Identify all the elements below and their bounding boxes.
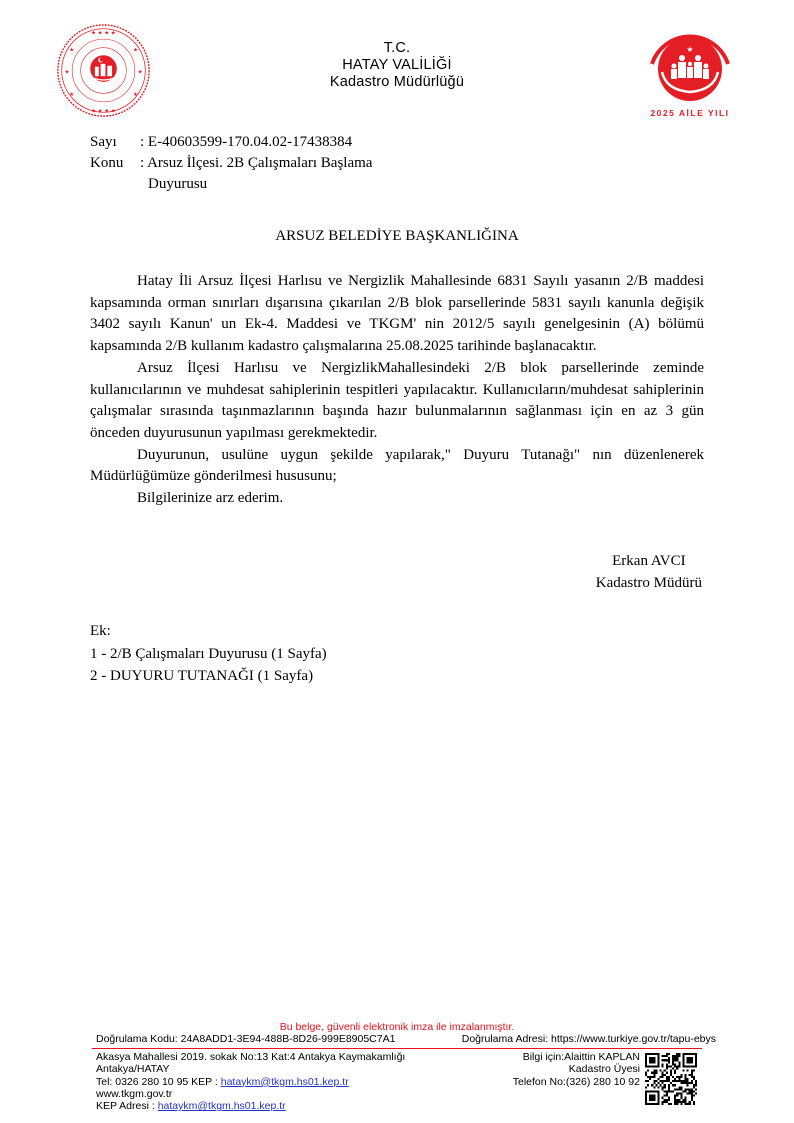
svg-text:★ ★ ★ ★: ★ ★ ★ ★ (91, 30, 116, 37)
svg-text:★ ★ ★ ★: ★ ★ ★ ★ (91, 108, 116, 115)
attachment-item: 2 - DUYURU TUTANAĞI (1 Sayfa) (90, 668, 314, 684)
attachments (90, 620, 327, 688)
sayi-label: Sayı (90, 134, 117, 150)
signature-block (596, 550, 702, 594)
body-paragraph: Arsuz İlçesi Harlısu ve NergizlikMahallesindeki 2/B blok parsellerinde zeminde kullanıcılarının ve muhdesat sahiplerinin tespitleri yapılacaktır. Kullanıcıların/muhdesat sahiplerinin çalışmalar sırasında taşınmazlarının başında hazır bulunmalarının sağlanması için en az 3 gün önceden duyurusunun yapılması gerekmektedir. (90, 359, 704, 441)
aile-yili-text: 2025 AİLE YILI (650, 108, 730, 118)
kep-address-label: KEP Adresi : (96, 1100, 158, 1113)
svg-text:★: ★ (132, 47, 139, 54)
address-line-1: Akasya Mahallesi 2019. sokak No:13 Kat:4 Antakya Kaymakamlığı (96, 1051, 406, 1063)
qr-code (645, 1053, 697, 1105)
address-line-2: Antakya/HATAY (96, 1063, 170, 1076)
konu-value: : Arsuz İlçesi. 2B Çalışmaları Başlama (140, 155, 373, 171)
svg-text:★: ★ (137, 69, 143, 76)
document-meta (90, 132, 372, 195)
info-title: Kadastro Üyesi (568, 1063, 640, 1076)
header-valilik: HATAY VALİLİĞİ (342, 57, 452, 73)
kep-email-link[interactable]: hataykm@tkgm.hs01.kep.tr (220, 1075, 349, 1088)
body-paragraph: Hatay İli Arsuz İlçesi Harlısu ve Nergizlik Mahallesinde 6831 Sayılı yasanın 2/B maddesi kapsamında orman sınırları dışarısına çıkarılan 2/B blok parsellerinde 5831 sayılı kanunla değişik 3402 sayılı Kanun' un Ek-4. Maddesi ve TKGM' nin 2012/5 sayılı genelgesinin (A) bölümü kapsamında 2/B kullanım kadastro çalışmalarına 25.08.2025 tarihinde başlanacaktır. (90, 273, 704, 355)
svg-text:★: ★ (69, 92, 75, 99)
letter-body (90, 271, 704, 510)
info-contact (513, 1051, 640, 1088)
sayi-value: : E-40603599-170.04.02-17438384 (140, 134, 353, 150)
footer-divider (92, 1048, 702, 1049)
addressee: ARSUZ BELEDİYE BAŞKANLIĞINA (275, 228, 519, 244)
attachments-label: Ek: (90, 623, 111, 639)
e-signature-notice: Bu belge, güvenli elektronik imza ile imzalanmıştır. (279, 1021, 515, 1033)
svg-text:★: ★ (69, 47, 75, 54)
kep-address-link[interactable]: hataykm@tkgm.hs01.kep.tr (157, 1100, 286, 1113)
attachment-item: 1 - 2/B Çalışmaları Duyurusu (1 Sayfa) (90, 645, 327, 662)
svg-text:★: ★ (686, 45, 694, 54)
website: www.tkgm.gov.tr (96, 1087, 173, 1100)
tel-kep-label: Tel: 0326 280 10 95 KEP : (96, 1075, 221, 1088)
info-person: Bilgi için:Alaittin KAPLAN (522, 1051, 640, 1063)
header-mudurluk: Kadastro Müdürlüğü (329, 74, 465, 90)
body-paragraph: Bilgilerinize arz ederim. (137, 490, 284, 507)
header-tc: T.C. (383, 40, 411, 56)
verification-code: Doğrulama Kodu: 24A8ADD1-3E94-488B-8D26-999E8905C7A1 (96, 1033, 396, 1045)
info-phone: Telefon No:(326) 280 10 92 (512, 1075, 640, 1088)
verification-address: Doğrulama Adresi: https://www.turkiye.gov.tr/tapu-ebys (461, 1033, 716, 1045)
konu-label: Konu (90, 155, 124, 171)
svg-text:★: ★ (64, 69, 70, 76)
konu-value-cont: Duyurusu (148, 176, 208, 192)
body-paragraph: Duyurunun, usulüne uygun şekilde yapılarak," Duyuru Tutanağı" nın düzenlenerek Müdürlüğümüze gönderilmesi hususunu; (90, 446, 704, 485)
svg-text:★: ★ (132, 92, 139, 99)
signer-title: Kadastro Müdürü (595, 575, 702, 591)
letterhead (0, 40, 794, 91)
footer-contact (96, 1051, 405, 1112)
verification-row (96, 1033, 716, 1045)
signer-name: Erkan AVCI (612, 553, 686, 569)
